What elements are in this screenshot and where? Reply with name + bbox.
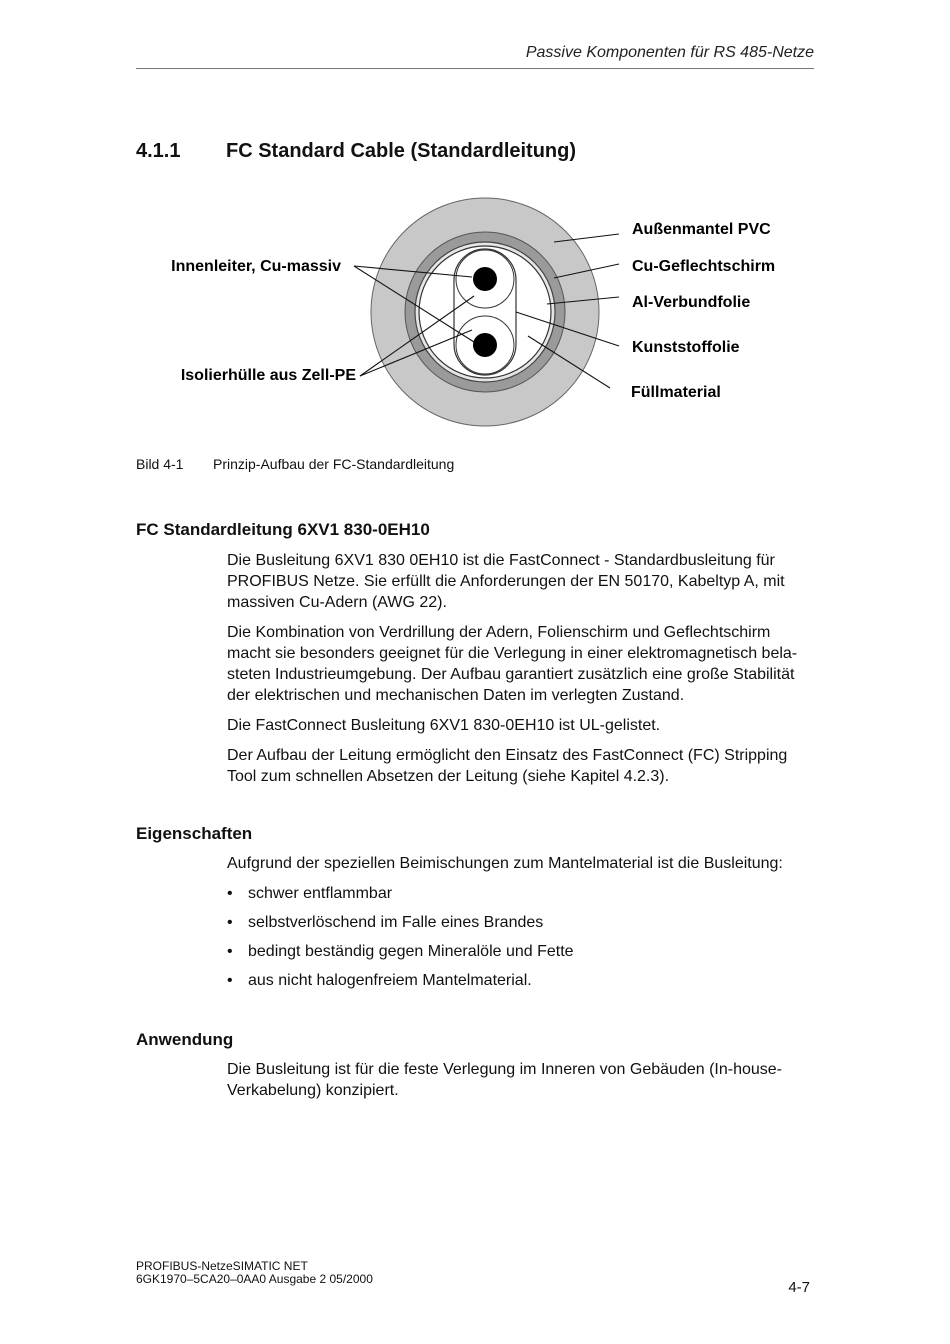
bullet-icon: • xyxy=(227,943,233,960)
list-item xyxy=(227,912,807,933)
bullet-icon: • xyxy=(227,972,233,989)
fc-paragraph-2: Die Kombination von Verdrillung der Adern, Folienschirm und Geflechtschirm macht sie besonders geeignet für die Verlegung in einer elektromagnetisch bela-steten Industrieumgebung. Der Aufbau garantiert zusätzlich eine große Stabilität der elektrischen und mechanischen Daten im verlegten Zustand. xyxy=(227,624,798,704)
label-innenleiter: Innenleiter, Cu-massiv xyxy=(171,258,341,275)
footer-line-2: 6GK1970–5CA20–0AA0 Ausgabe 2 05/2000 xyxy=(136,1272,373,1286)
page-number: 4-7 xyxy=(788,1279,810,1296)
list-item-text: schwer entflammbar xyxy=(248,885,393,902)
caption-number: Bild 4-1 xyxy=(136,456,184,472)
running-header: Passive Komponenten für RS 485-Netze xyxy=(525,44,814,61)
anwendung-body xyxy=(227,1059,807,1110)
fc-paragraph-3: Die FastConnect Busleitung 6XV1 830-0EH10 ist UL-gelistet. xyxy=(227,717,661,734)
bullet-icon: • xyxy=(227,885,233,902)
list-item xyxy=(227,941,807,962)
list-item xyxy=(227,970,807,991)
section-number: 4.1.1 xyxy=(136,140,181,162)
footer xyxy=(136,1260,373,1286)
conductor-bottom-shape xyxy=(473,333,497,357)
caption-text: Prinzip-Aufbau der FC-Standardleitung xyxy=(213,456,455,472)
label-isolierhuelle: Isolierhülle aus Zell-PE xyxy=(180,367,356,384)
fc-paragraph-1: Die Busleitung 6XV1 830 0EH10 ist die FastConnect - Standardbusleitung für PROFIBUS Netze. Sie erfüllt die Anforderungen der EN 50170, Kabeltyp A, mit massiven Cu-Adern (AWG 22). xyxy=(227,552,785,611)
eigenschaften-list xyxy=(227,883,807,991)
figure-caption xyxy=(136,456,454,472)
section-title xyxy=(136,140,576,163)
label-geflechtschirm: Cu-Geflechtschirm xyxy=(632,258,776,275)
bullet-icon: • xyxy=(227,914,233,931)
label-kunststofffolie: Kunststoffolie xyxy=(632,339,740,356)
list-item-text: bedingt beständig gegen Mineralöle und Fette xyxy=(248,943,574,960)
label-fuellmaterial: Füllmaterial xyxy=(631,384,721,401)
label-verbundfolie: Al-Verbundfolie xyxy=(632,294,751,311)
fc-heading: FC Standardleitung 6XV1 830-0EH10 xyxy=(136,520,430,539)
label-aussenmantel: Außenmantel PVC xyxy=(632,221,771,238)
footer-line-1: PROFIBUS-NetzeSIMATIC NET xyxy=(136,1259,308,1273)
anwendung-heading: Anwendung xyxy=(136,1030,234,1049)
list-item xyxy=(227,883,807,904)
eigenschaften-heading: Eigenschaften xyxy=(136,824,253,843)
cable-cross-section-figure xyxy=(136,190,814,440)
eigenschaften-intro: Aufgrund der speziellen Beimischungen zum Mantelmaterial ist die Busleitung: xyxy=(227,855,783,872)
conductor-top-shape xyxy=(473,267,497,291)
fc-body xyxy=(227,550,807,796)
list-item-text: selbstverlöschend im Falle eines Brandes xyxy=(248,914,544,931)
anwendung-text: Die Busleitung ist für die feste Verlegung im Inneren von Gebäuden (In-house-Verkabelung) konzipiert. xyxy=(227,1061,782,1099)
section-heading: FC Standard Cable (Standardleitung) xyxy=(226,140,577,162)
header-rule xyxy=(136,68,814,69)
list-item-text: aus nicht halogenfreiem Mantelmaterial. xyxy=(248,972,532,989)
fc-paragraph-4: Der Aufbau der Leitung ermöglicht den Einsatz des FastConnect (FC) Stripping Tool zum schnellen Absetzen der Leitung (siehe Kapitel 4.2.3). xyxy=(227,747,788,785)
eigenschaften-body xyxy=(227,853,807,999)
